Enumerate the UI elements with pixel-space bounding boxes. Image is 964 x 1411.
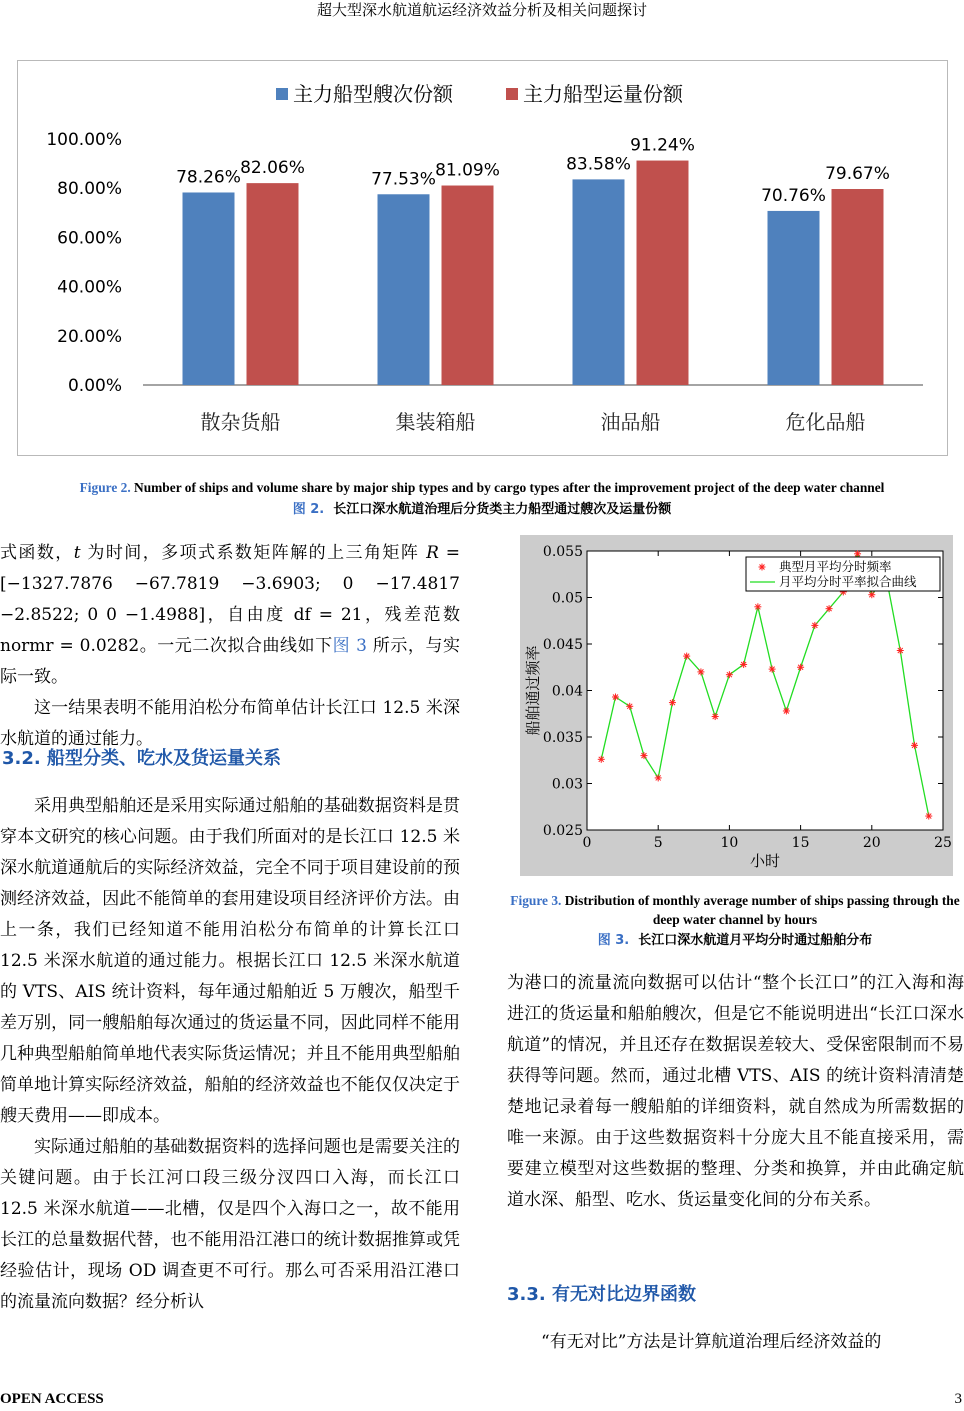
data-point-marker [769,666,776,673]
bar-data-label: 82.06% [240,158,305,179]
bar-1 [832,189,884,385]
paragraph: 这一结果表明不能用泊松分布简单估计长江口 12.5 米深水航道的通过能力。 [0,698,460,749]
bar-0 [768,211,820,385]
figure-3-label-zh: 图 3. [597,933,630,948]
bar-data-label: 78.26% [176,167,241,188]
legend-marker [759,564,766,571]
figure-3-svg [520,535,953,876]
data-point-marker [740,661,747,668]
y-tick-label: 0.025 [542,823,583,839]
data-point-marker [826,605,833,612]
figure-3-link[interactable]: 图 3 [332,636,367,656]
data-point-marker [726,671,733,678]
bar-data-label: 77.53% [371,169,436,190]
y-tick-label: 0.00% [67,376,122,396]
y-tick-label: 0.04 [551,683,583,700]
y-tick-label: 0.03 [551,776,583,793]
data-point-marker [626,703,633,710]
figure-3-caption-zh-text: 长江口深水航道月平均分时通过船舶分布 [638,933,873,948]
figure-3-caption-zh [505,929,964,948]
x-tick-label: 10 [720,835,739,851]
bar-1 [637,161,689,385]
figure-2-label-zh: 图 2. [292,502,325,517]
bar-1 [442,186,494,385]
legend-swatch [276,88,288,100]
y-tick-label: 20.00% [57,326,122,347]
figure-3-caption-en [505,891,964,929]
data-point-marker [925,813,932,820]
running-title: 超大型深水航道航运经济效益分析及相关问题探讨 [316,1,647,19]
figure-2-chart [17,60,948,456]
figure-2-caption-zh [0,498,964,517]
data-point-marker [754,603,761,610]
data-point-marker [854,550,861,557]
right-column [507,968,964,1216]
x-tick-label: 5 [653,835,663,851]
y-tick-label: 100.00% [46,130,122,150]
text-run: 式函数， [0,543,74,563]
bar-0 [378,194,430,385]
y-tick-label: 40.00% [57,277,122,298]
bar-data-label: 79.67% [825,164,890,185]
data-point-marker [897,647,904,654]
text-run: = [−1327.7876 −67.7819 −3.6903; 0 −17.4817 −2.8522; 0 0 −1.4988]，自由度 df = 21，残差范数 normr = 0.0282。一元二次拟合曲线如下 [0,543,461,656]
data-point-marker [797,664,804,671]
paragraph: 采用典型船舶还是采用实际通过船舶的基础数据资料是贯穿本文研究的核心问题。由于我们所面对的是长江口 12.5 米深水航道通航后的实际经济效益，完全不同于项目建设前的预测经济效益，因此不能简单的套用建设项目经济评价方法。由上一条，我们已经知道不能用泊松分布简单的计算长江口 12.5 米深水航道的通过能力。根据长江口 12.5 米深水航道的 VTS、AIS 统计资料，每年通过船舶近 5 万艘次，船型千差万别，同一艘船舶每次通过的货运量不同，因此同样不能用几种典型船舶简单地代表实际货运情况；并且不能用典型船舶简单地计算实际经济效益，船舶的经济效益也不能仅仅决定于艘天费用——即成本。 [0,796,460,1126]
y-tick-label: 0.035 [542,730,583,746]
paragraph: 实际通过船舶的基础数据资料的选择问题也是需要关注的关键问题。由于长江河口段三级分汊四口入海，而长江口 12.5 米深水航道——北槽，仅是四个入海口之一，故不能用长江的总量数据代替，也不能用沿江港口的统计数据推算或凭经验估计，现场 OD 调查更不可行。那么可否采用沿江港口的流量流向数据？经分析认 [0,1137,460,1312]
figure-2-label-en: Figure 2. [79,480,131,495]
legend-label: 典型月平均分时频率 [779,559,892,574]
figure-2-caption-en-text: Number of ships and volume share by major ship types and by cargo types after the improvement project of the deep water channel [134,480,885,495]
data-point-marker [683,653,690,660]
data-point-marker [783,707,790,714]
y-tick-label: 0.045 [542,637,583,653]
legend-label: 主力船型运量份额 [523,82,683,106]
figure-3-caption-en-text: Distribution of monthly average number of ships passing through the deep water channel by hours [564,893,960,927]
legend-swatch [506,88,518,100]
paragraph [0,538,460,693]
data-point-marker [811,622,818,629]
right-column-section-body [507,1327,964,1358]
bar-0 [573,179,625,385]
data-point-marker [712,713,719,720]
x-tick-label: 15 [791,835,810,851]
var-t: t [73,543,81,563]
text-run: 所示，与实际一致。 [0,636,460,687]
paragraph: “有无对比”方法是计算航道治理后经济效益的 [541,1332,882,1352]
data-point-marker [640,752,647,759]
data-point-marker [669,699,676,706]
y-tick-label: 0.055 [542,544,583,560]
footer-open-access: OPEN ACCESS [0,1391,104,1407]
section-heading-3-3: 3.3. 有无对比边界函数 [507,1284,696,1305]
x-tick-label: 油品船 [600,410,661,434]
text-run: 为时间，多项式系数矩阵解的上三角矩阵 [80,543,427,563]
y-tick-label: 80.00% [57,179,122,200]
left-column-section-body [0,791,460,1318]
x-tick-label: 危化品船 [785,410,866,434]
left-column [0,538,460,755]
data-point-marker [612,694,619,701]
paragraph: 为港口的流量流向数据可以估计“整个长江口”的江入海和海进江的货运量和船舶艘次，但是它不能说明进出“长江口深水航道”的情况，并且还存在数据误差较大、受保密限制而不易获得等问题。然而，通过北槽 VTS、AIS 的统计资料清清楚楚地记录着每一艘船舶的详细资料，就自然成为所需数据的唯一来源。由于这些数据资料十分庞大且不能直接采用，需要建立模型对这些数据的整理、分类和换算，并由此确定航道水深、船型、吃水、货运量变化间的分布关系。 [507,973,964,1210]
x-tick-label: 散杂货船 [200,410,281,434]
x-axis-label: 小时 [749,852,781,870]
legend-label: 主力船型艘次份额 [293,82,453,106]
y-axis-label: 船舶通过频率 [524,645,542,736]
page-number: 3 [954,1391,962,1407]
figure-3-label-en: Figure 3. [510,893,562,908]
bar-data-label: 70.76% [761,185,826,206]
bar-1 [247,183,299,385]
figure-2-caption-en [0,480,964,496]
data-point-marker [697,668,704,675]
figure-3-chart [520,535,953,876]
bar-data-label: 91.24% [630,135,695,156]
bar-data-label: 81.09% [435,160,500,181]
legend-label: 月平均分时平率拟合曲线 [779,574,917,589]
bar-0 [183,192,235,385]
x-tick-label: 0 [582,835,592,851]
figure-2-caption-zh-text: 长江口深水航道治理后分货类主力船型通过艘次及运量份额 [333,502,672,517]
figure-2-svg [18,61,949,457]
y-tick-label: 0.05 [551,590,583,607]
section-heading-3-2: 3.2. 船型分类、吃水及货运量关系 [2,748,281,769]
x-tick-label: 集装箱船 [395,410,476,434]
data-point-marker [598,756,605,763]
y-tick-label: 60.00% [57,228,122,249]
data-point-marker [655,774,662,781]
data-point-marker [868,591,875,598]
x-tick-label: 25 [934,835,952,851]
data-point-marker [911,742,918,749]
x-tick-label: 20 [862,835,881,851]
var-r: R [426,543,439,563]
bar-data-label: 83.58% [566,154,631,175]
